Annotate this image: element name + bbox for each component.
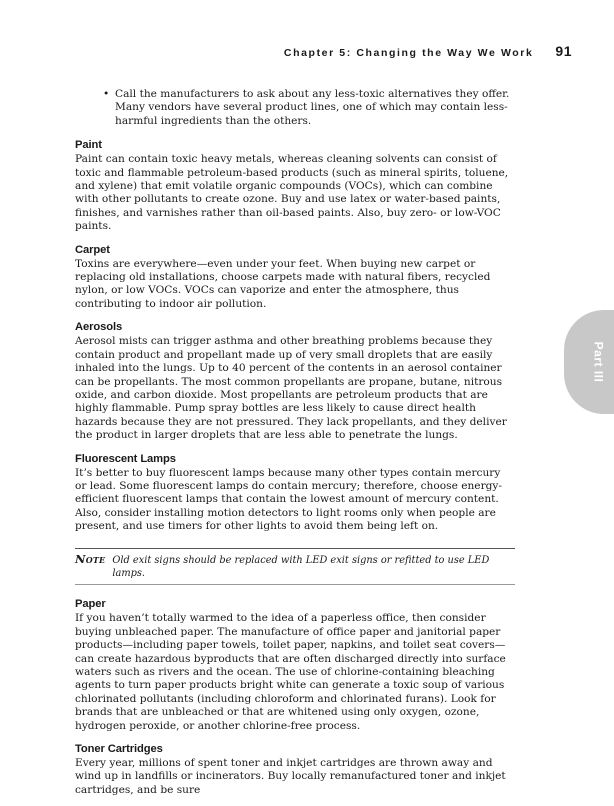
section-fluorescent-lamps [75,452,515,534]
section-paint [75,138,515,233]
section-body: Every year, millions of spent toner and inkjet cartridges are thrown away and wind up in landfills or incinerators. Buy locally remanufactured toner and inkjet cartridges, and be sure [75,757,506,796]
section-body: Toxins are everywhere—even under your feet. When buying new carpet or replacing old installations, choose carpets made with natural fibers, recycled nylon, or low VOCs. VOCs can vaporize and enter the atmosphere, thus contributing to indoor air pollution. [75,257,491,310]
section-aerosols [75,320,515,442]
part-tab-text: Part III [591,341,605,383]
section-body: It’s better to buy fluorescent lamps because many other types contain mercury or lead. Some fluorescent lamps do contain mercury; therefore, choose energy-efficient fluorescent lamps that contain the lowest amount of mercury content. Also, consider installing motion detectors to light rooms only when people are present, and use timers for other lights to avoid them being left on. [75,466,502,533]
section-paper [75,597,515,733]
section-body: If you haven’t totally warmed to the idea of a paperless office, then consider buying unbleached paper. The manufacture of office paper and janitorial paper products—including paper towels, toilet paper, napkins, and toilet seat covers—can create hazardous byproducts that are often discharged directly into surface waters such as rivers and the ocean. The use of chlorine-containing bleaching agents to turn paper products bright white can generate a toxic soup of various chlorinated pollutants (including chloroform and chlorinated furans). Look for brands that are unbleached or that are whitened using only oxygen, ozone, hydrogen peroxide, or another chlorine-free process. [75,612,506,732]
section-carpet [75,243,515,312]
bullet-icon: • [103,88,110,100]
section-heading: Toner Cartridges [75,743,163,756]
page-body [75,88,515,806]
part-tab-label [590,340,606,384]
page-number: 91 [555,43,572,59]
bullet-text: Call the manufacturers to ask about any less-toxic alternatives they offer. Many vendors have several product lines, one of which may contain less-harmful ingredients than the others. [115,88,510,127]
section-heading: Aerosols [75,321,123,334]
section-heading: Paper [75,598,106,611]
part-tab [564,310,614,414]
section-heading: Fluorescent Lamps [75,452,176,465]
list-item [103,88,515,128]
section-body: Aerosol mists can trigger asthma and other breathing problems because they contain product and propellant made up of very small droplets that are easily inhaled into the lungs. Up to 40 percent of the contents in an aerosol container can be propellants. The most common propellants are propane, butane, nitrous oxide, and carbon dioxide. Most propellants are petroleum products that are highly flammable. Pump spray bottles are less likely to cause direct health hazards because they are not pressured. They lack propellants, and they deliver the product in larger droplets that are less able to penetrate the lungs. [75,335,507,442]
section-heading: Carpet [75,243,110,256]
section-toner-cartridges [75,742,515,797]
note-box [75,548,515,586]
bullet-list [75,88,515,128]
note-label: Note [75,551,106,566]
note-text: Old exit signs should be replaced with LED exit signs or refitted to use LED lamps. [112,554,490,579]
section-heading: Paint [75,139,102,152]
running-head [284,43,572,59]
chapter-label: Chapter 5: Changing the Way We Work [283,47,534,59]
section-body: Paint can contain toxic heavy metals, whereas cleaning solvents can consist of toxic and flammable petroleum-based products (such as mineral spirits, toluene, and xylene) that emit volatile organic compounds (VOCs), which can combine with other pollutants to create ozone. Buy and use latex or water-based paints, finishes, and varnishes rather than oil-based paints. Also, buy zero- or low-VOC paints. [75,153,509,233]
